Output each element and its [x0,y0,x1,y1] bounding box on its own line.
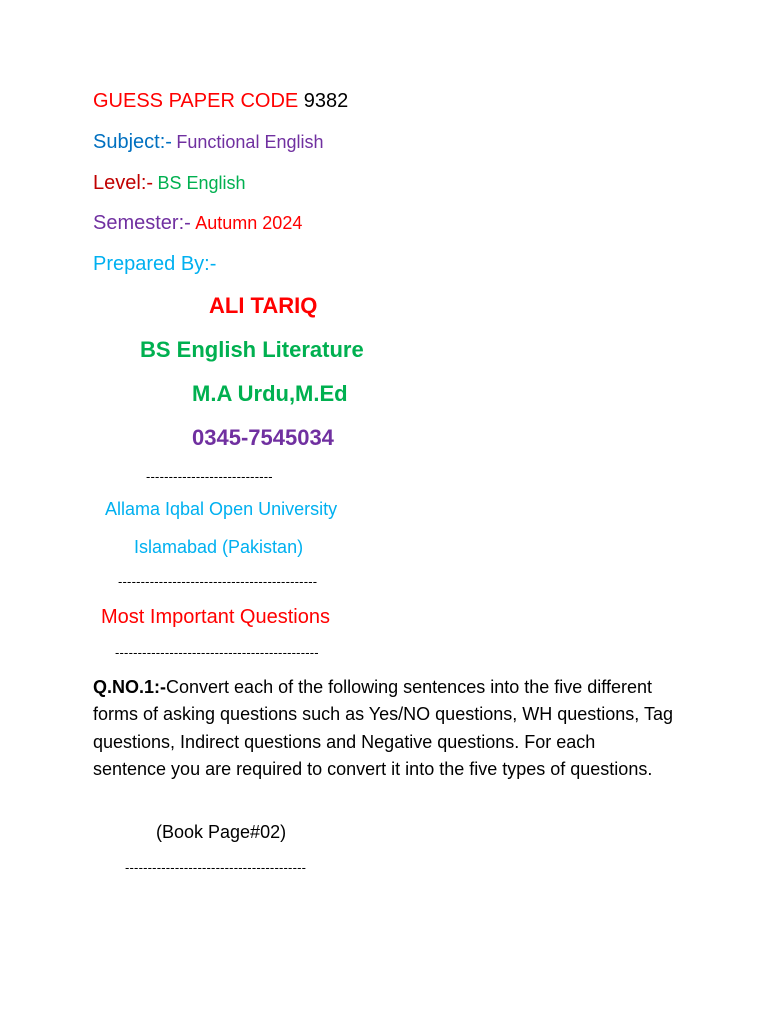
semester-label: Semester:- [93,212,191,234]
semester-line [93,213,302,233]
question-paragraph [93,674,673,783]
separator-line: ---------------------------------------- [125,860,307,875]
subject-value: Functional English [176,132,324,152]
separator-line: ---------------------------- [146,469,273,484]
university-name: Allama Iqbal Open University [105,499,338,519]
author-phone: 0345-7545034 [192,425,334,450]
subject-label: Subject:- [93,131,172,153]
prepared-by-label: Prepared By:- [93,253,217,275]
university-city: Islamabad (Pakistan) [134,537,304,557]
level-value: BS English [157,173,246,193]
level-line [93,173,246,193]
guess-paper-code-value: 9382 [303,90,349,112]
question-number: Q.NO.1:- [93,677,167,697]
section-title: Most Important Questions [101,606,330,628]
author-degree-ma: M.A Urdu,M.Ed [192,381,348,406]
book-reference: (Book Page#02) [156,822,287,842]
separator-line: -------------------------------------------- [118,574,318,589]
author-degree-bs: BS English Literature [140,337,364,362]
separator-line: --------------------------------------------- [115,645,319,660]
semester-value: Autumn 2024 [195,213,303,233]
guess-paper-code-line [93,91,348,111]
guess-paper-code-label: GUESS PAPER CODE [93,90,299,112]
level-label: Level:- [93,172,154,194]
question-text: Convert each of the following sentences into the five different forms of asking questions such as Yes/NO questions, WH questions, Tag questions, Indirect questions and Negative questions. For each sentence you are required to convert it into the five types of questions. [93,677,673,779]
author-name: ALI TARIQ [209,293,318,318]
subject-line [93,132,323,152]
